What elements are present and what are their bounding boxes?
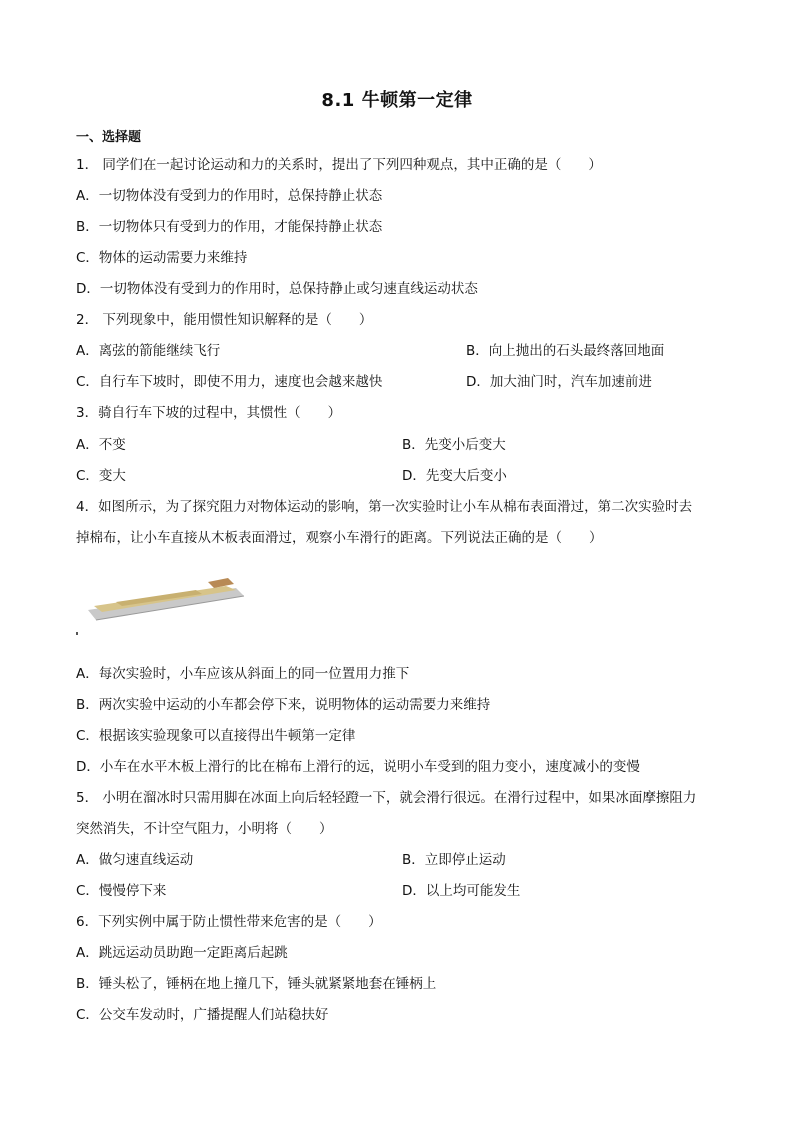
q6-option-c: C．公交车发动时，广播提醒人们站稳扶好 xyxy=(76,1007,329,1023)
q2-option-d: D．加大油门时，汽车加速前进 xyxy=(466,374,652,390)
q2-option-b: B．向上抛出的石头最终落回地面 xyxy=(466,343,665,359)
q5-option-d: D．以上均可能发生 xyxy=(402,883,521,899)
q4-option-b: B．两次实验中运动的小车都会停下来，说明物体的运动需要力来维持 xyxy=(76,697,491,713)
q3-option-c: C．变大 xyxy=(76,468,126,484)
q2-option-c: C．自行车下坡时，即使不用力，速度也会越来越快 xyxy=(76,374,383,390)
q3-option-a: A．不变 xyxy=(76,437,126,453)
section-heading: 一、选择题 xyxy=(76,130,142,145)
q5-stem-line1: 5． 小明在溜冰时只需用脚在冰面上向后轻轻蹬一下，就会滑行很远。在滑行过程中，如果冰面摩擦阻力 xyxy=(76,790,697,806)
q6-option-b: B．锤头松了，锤柄在地上撞几下，锤头就紧紧地套在锤柄上 xyxy=(76,976,437,992)
q4-stem-line1: 4．如图所示，为了探究阻力对物体运动的影响，第一次实验时让小车从棉布表面滑过，第二次实验时去 xyxy=(76,499,693,515)
q6-stem: 6．下列实例中属于防止惯性带来危害的是（ ） xyxy=(76,914,382,930)
q1-stem: 1． 同学们在一起讨论运动和力的关系时，提出了下列四种观点，其中正确的是（ ） xyxy=(76,157,602,173)
q2-option-a: A．离弦的箭能继续飞行 xyxy=(76,343,221,359)
q4-option-d: D．小车在水平木板上滑行的比在棉布上滑行的远，说明小车受到的阻力变小，速度减小的变慢 xyxy=(76,759,640,775)
q4-stem-line2: 掉棉布，让小车直接从木板表面滑过，观察小车滑行的距离。下列说法正确的是（ ） xyxy=(76,530,603,546)
q1-option-c: C．物体的运动需要力来维持 xyxy=(76,250,248,266)
q1-option-a: A．一切物体没有受到力的作用时，总保持静止状态 xyxy=(76,188,383,204)
figure-mark xyxy=(76,632,78,635)
q3-stem: 3．骑自行车下坡的过程中，其惯性（ ） xyxy=(76,405,342,421)
q3-option-d: D．先变大后变小 xyxy=(402,468,507,484)
q5-option-c: C．慢慢停下来 xyxy=(76,883,167,899)
q5-stem-line2: 突然消失，不计空气阻力，小明将（ ） xyxy=(76,821,333,837)
q4-option-c: C．根据该实验现象可以直接得出牛顿第一定律 xyxy=(76,728,356,744)
q6-option-a: A．跳远运动员助跑一定距离后起跳 xyxy=(76,945,288,961)
q5-option-b: B．立即停止运动 xyxy=(402,852,506,868)
cart xyxy=(208,578,234,588)
q1-option-d: D．一切物体没有受到力的作用时，总保持静止或匀速直线运动状态 xyxy=(76,281,478,297)
q2-stem: 2． 下列现象中，能用惯性知识解释的是（ ） xyxy=(76,312,373,328)
q5-option-a: A．做匀速直线运动 xyxy=(76,852,194,868)
q3-option-b: B．先变小后变大 xyxy=(402,437,506,453)
q4-option-a: A．每次实验时，小车应该从斜面上的同一位置用力推下 xyxy=(76,666,410,682)
experiment-figure xyxy=(76,574,246,636)
page-title: 8.1 牛顿第一定律 xyxy=(321,90,473,111)
q1-option-b: B．一切物体只有受到力的作用，才能保持静止状态 xyxy=(76,219,383,235)
